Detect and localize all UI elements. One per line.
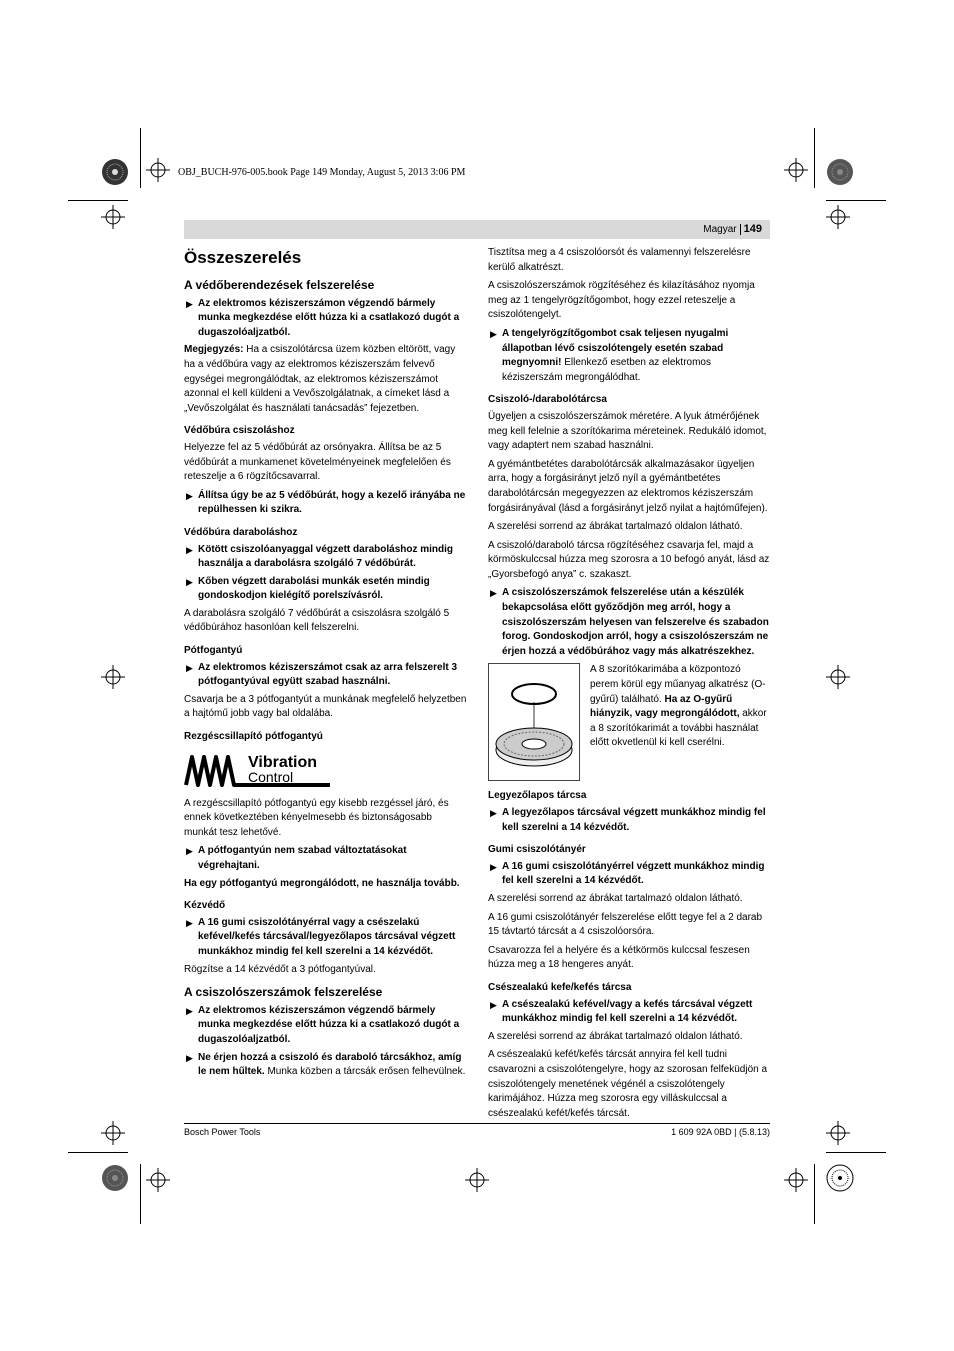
footer-rule xyxy=(184,1123,770,1124)
subsection-heading: Védőbúra csiszoláshoz xyxy=(184,425,295,437)
paragraph: Tisztítsa meg a 4 csiszolóorsót és valamennyi felszerelésre kerülő alkatrészt. xyxy=(488,247,751,273)
warning-bullet: ▶ Az elektromos kéziszerszámon végzendő bármely munka megkezdése előtt húzza ki a csatlakozó dugót a dugaszolóaljzatból. xyxy=(186,1004,460,1045)
warning-bullet: ▶ Az elektromos kéziszerszámot csak az arra felszerelt 3 pótfogantyúval együtt szabad használni. xyxy=(186,661,458,688)
bullet-triangle-icon: ▶ xyxy=(186,662,193,673)
left-column xyxy=(184,246,467,1083)
subsection-heading: Csiszoló-/darabolótárcsa xyxy=(488,394,607,406)
paragraph: A 16 gumi csiszolótányér felszerelése előtt tegye fel a 2 darab 15 távtartó tárcsát a 4 csiszolóorsóra. xyxy=(488,911,763,938)
paragraph: A gyémántbetétes darabolótárcsák alkalmazásakor ügyeljen arra, hogy a forgásirányt jelző nyíl a gyémántbetétes darabolótárcsán megegyezzen az elektromos kéziszerszám forgásirányával (lásd a forgásirányt jelző nyilat a hajtóműfejen). xyxy=(488,458,768,514)
bullet-triangle-icon: ▶ xyxy=(490,328,497,339)
registration-mark-icon xyxy=(826,1121,850,1145)
subsection-heading: Rezgéscsillapító pótfogantyú xyxy=(184,731,323,743)
registration-mark-icon xyxy=(784,1168,808,1192)
o-ring-figure xyxy=(488,663,771,781)
paragraph: Csavarozza fel a helyére és a kétkörmös kulccsal feszesen húzza meg a 18 hengeres anyát. xyxy=(488,944,750,971)
paragraph: Ügyeljen a csiszolószerszámok méretére. A lyuk átmérőjének meg kell felelnie a szorítókarima méreteinek. Redukáló idomot, vagy adaptert nem szabad használni. xyxy=(488,410,767,452)
print-header: OBJ_BUCH-976-005.book Page 149 Monday, August 5, 2013 3:06 PM xyxy=(178,167,466,178)
warning-bullet: ▶ Az elektromos kéziszerszámon végzendő bármely munka megkezdése előtt húzza ki a csatlakozó dugót a dugaszolóaljzatból. xyxy=(186,297,460,338)
section-heading: A védőberendezések felszerelése xyxy=(184,278,375,292)
page-title: Összeszerelés xyxy=(184,248,302,267)
paragraph: Helyezze fel az 5 védőbúrát az orsónyakra. Állítsa be az 5 védőbúrát a munkamenet követelményeinek megfelelően és reteszelje a 6 rögzítőcsavarral. xyxy=(184,441,451,483)
paragraph: A csészealakú kefét/kefés tárcsát annyira fel kell tudni csavarozni a csiszolótengelyre, hogy az szorosan felfeküdjön a csiszolótengely menetének végénél a csiszolótengely karimájához. Húzza meg szorosra egy villáskulccsal a csészealakú kefét/kefés tárcsát. xyxy=(488,1049,768,1119)
bullet-triangle-icon: ▶ xyxy=(186,298,193,309)
paragraph: A szerelési sorrend az ábrákat tartalmazó oldalon látható. xyxy=(488,521,743,533)
paragraph: A szerelési sorrend az ábrákat tartalmazó oldalon látható. xyxy=(488,893,743,904)
footer-brand: Bosch Power Tools xyxy=(184,1127,261,1137)
subsection-heading: Csészealakú kefe/kefés tárcsa xyxy=(488,981,632,993)
bullet-triangle-icon: ▶ xyxy=(186,576,193,587)
paragraph: A darabolásra szolgáló 7 védőbúrát a csiszolásra szolgáló 5 védőbúrához hasonlóan kell felszerelni. xyxy=(184,607,450,634)
paragraph: Rögzítse a 14 kézvédőt a 3 pótfogantyúval. xyxy=(184,963,376,975)
color-rosette-icon xyxy=(101,1164,129,1192)
bold-paragraph: Ha egy pótfogantyú megrongálódott, ne használja tovább. xyxy=(184,877,460,889)
bullet-triangle-icon: ▶ xyxy=(490,588,497,599)
bullet-triangle-icon: ▶ xyxy=(186,1052,193,1063)
paragraph: Csavarja be a 3 pótfogantyút a munkának megfelelő helyzetben a hajtómű jobb vagy bal oldalába. xyxy=(184,693,467,720)
warning-bullet: ▶ A 16 gumi csiszolótányérral vagy a csészelakú kefével/kefés tárcsával/legyezőlapos tárcsával végzett munkákhoz mindig fel kell szerelni a 14 kézvédőt. xyxy=(186,916,456,957)
clamping-flange-o-ring-illustration xyxy=(488,663,580,781)
registration-mark-icon xyxy=(101,205,125,229)
running-header xyxy=(184,220,770,239)
warning-bullet: ▶ Kötött csiszolóanyaggal végzett daraboláshoz mindig használja a darabolásra szolgáló 7 védőbúrát. xyxy=(186,543,454,570)
registration-mark-icon xyxy=(146,158,170,182)
vibration-control-logo xyxy=(184,751,332,791)
warning-bullet: ▶ A pótfogantyún nem szabad változtatásokat végrehajtani. xyxy=(186,845,407,871)
color-rosette-icon xyxy=(826,158,854,186)
svg-text:Vibration: Vibration xyxy=(248,753,318,771)
subsection-heading: Kézvédő xyxy=(184,900,226,912)
warning-bullet: ▶ A csiszolószerszámok felszerelése után a készülék bekapcsolása előtt győződjön meg arról, hogy a csiszolószerszám helyesen van felszerelve és szabadon forog. Gondoskodjon arról, hogy a csiszolószerszám ne érjen hozzá a védőbúrához vagy más alkatrészekhez. xyxy=(490,587,769,657)
bullet-triangle-icon: ▶ xyxy=(490,999,497,1010)
registration-mark-icon xyxy=(784,158,808,182)
warning-bullet: ▶ A 16 gumi csiszolótányérrel végzett munkákhoz mindig fel kell szerelni a 14 kézvédőt. xyxy=(490,860,765,887)
subsection-heading: Legyezőlapos tárcsa xyxy=(488,790,587,802)
color-rosette-icon xyxy=(826,1164,854,1192)
paragraph: A szerelési sorrend az ábrákat tartalmazó oldalon látható. xyxy=(488,1030,743,1042)
registration-mark-icon xyxy=(826,205,850,229)
footer-doc-number: 1 609 92A 0BD | (5.8.13) xyxy=(671,1127,770,1137)
right-column xyxy=(488,246,771,1125)
bullet-triangle-icon: ▶ xyxy=(490,808,497,819)
registration-mark-icon xyxy=(146,1168,170,1192)
registration-mark-icon xyxy=(826,665,850,689)
warning-bullet: ▶ Állítsa úgy be az 5 védőbúrát, hogy a kezelő irányába ne repülhessen ki szikra. xyxy=(186,489,466,516)
warning-bullet: ▶ A csészealakú kefével/vagy a kefés tárcsával végzett munkákhoz mindig fel kell szerelni a 14 kézvédőt. xyxy=(490,998,753,1025)
bullet-triangle-icon: ▶ xyxy=(186,917,193,928)
note-paragraph: Megjegyzés: Ha a csiszolótárcsa üzem közben eltörött, vagy ha a védőbúra vagy az elektromos kéziszerszám felvevő egységei megrongálódtak, az elektromos kéziszerszámot azonnal el kell küldeni a Vevőszolgálatnak, a címeket lásd a „Vevőszolgálat és használati tanácsadás” fejezetben. xyxy=(184,344,456,414)
section-heading: A csiszolószerszámok felszerelése xyxy=(184,985,383,1000)
subsection-heading: Gumi csiszolótányér xyxy=(488,844,586,856)
figure-caption: A 8 szorítókarimába a központozó perem körül egy műanyag alkatrész (O-gyűrű) található. Ha az O-gyűrű hiányzik, vagy megrongálódott, akkor a 8 szorítókarimát a további használat előtt okvetlenül ki kell cserélni. xyxy=(590,664,767,749)
bullet-triangle-icon: ▶ xyxy=(186,490,193,501)
registration-mark-icon xyxy=(465,1168,489,1192)
bullet-triangle-icon: ▶ xyxy=(490,861,497,872)
registration-mark-icon xyxy=(101,665,125,689)
paragraph: A csiszolószerszámok rögzítéséhez és kilazításához nyomja meg az 1 tengelyrögzítőgombot, hogy ezzel reteszelje a csiszolótengelyt. xyxy=(488,280,755,321)
bullet-triangle-icon: ▶ xyxy=(186,1005,193,1016)
bullet-triangle-icon: ▶ xyxy=(186,846,193,857)
warning-bullet: ▶ Kőben végzett darabolási munkák esetén mindig gondoskodjon kielégítő porelszívásról. xyxy=(186,575,430,602)
registration-mark-icon xyxy=(101,1121,125,1145)
warning-bullet: ▶ Ne érjen hozzá a csiszoló és daraboló tárcsákhoz, amíg le nem hűltek. Munka közben a tárcsák erősen felhevülnek. xyxy=(186,1051,466,1078)
paragraph: A rezgéscsillapító pótfogantyú egy kisebb rezgéssel járó, és ennek következtében kényelmesebb és biztonságosabb munkát tesz lehetővé. xyxy=(184,797,449,838)
subsection-heading: Védőbúra daraboláshoz xyxy=(184,526,298,538)
header-language: Magyar xyxy=(703,224,737,235)
color-rosette-icon xyxy=(101,158,129,186)
page-number: 149 xyxy=(743,223,762,235)
paragraph: A csiszoló/daraboló tárcsa rögzítéséhez csavarja fel, majd a körmöskulccsal húzza meg szorosra a 10 befogó anyát, lásd az „Gyorsbefogó anya” c. szakaszt. xyxy=(488,539,770,580)
subsection-heading: Pótfogantyú xyxy=(184,645,243,657)
svg-text:Control: Control xyxy=(248,768,294,785)
bullet-triangle-icon: ▶ xyxy=(186,544,193,555)
warning-bullet: ▶ A tengelyrögzítőgombot csak teljesen nyugalmi állapotban lévő csiszolótengely esetén szabad megnyomni! Ellenkező esetben az elektromos kéziszerszám megrongálódhat. xyxy=(490,327,729,383)
warning-bullet: ▶ A legyezőlapos tárcsával végzett munkákhoz mindig fel kell szerelni a 14 kézvédőt. xyxy=(490,807,766,833)
